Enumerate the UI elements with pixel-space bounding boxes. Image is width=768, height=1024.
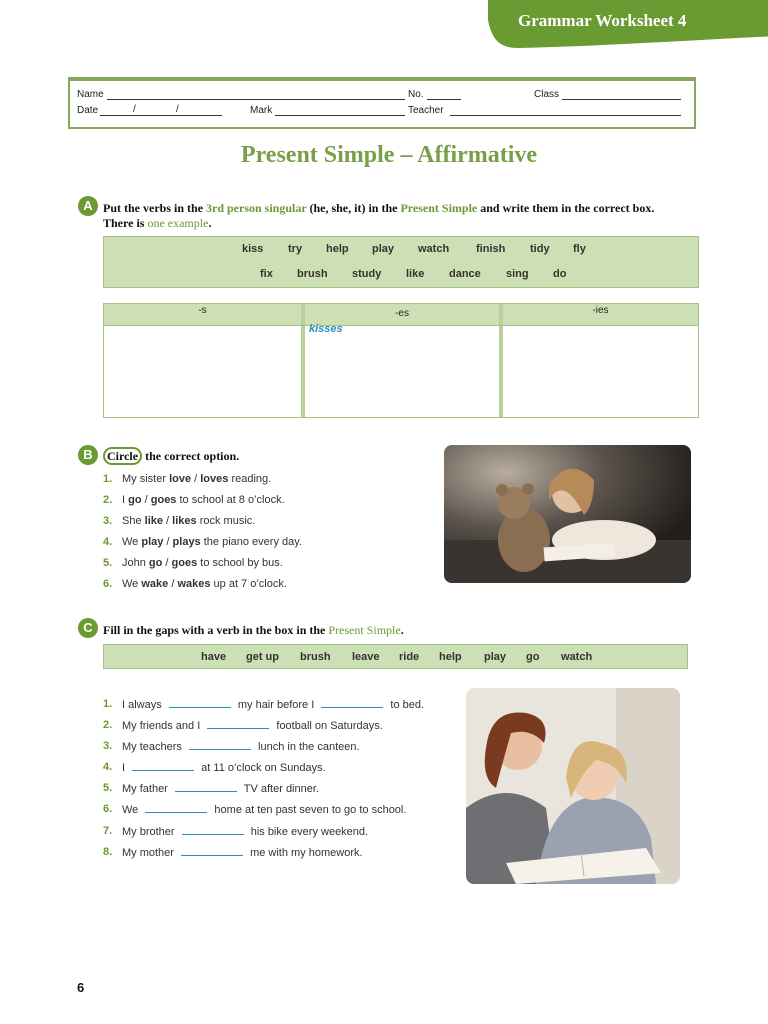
section-b-instructions: Circle the correct option.	[103, 449, 239, 464]
item-number: 5.	[103, 557, 113, 569]
question-b4: We play / plays the piano every day.	[122, 536, 302, 548]
word-item: study	[352, 268, 382, 280]
answer-blank[interactable]	[169, 698, 231, 708]
word-item: kiss	[242, 243, 264, 255]
column-divider	[301, 304, 305, 417]
mark-label: Mark	[250, 105, 273, 116]
item-number: 7.	[103, 825, 113, 837]
item-number: 6.	[103, 578, 113, 590]
question-c3: My teachers lunch in the canteen.	[122, 741, 360, 753]
class-label: Class	[534, 89, 560, 100]
worksheet-title: Grammar Worksheet 4	[518, 11, 687, 30]
name-field[interactable]	[107, 99, 405, 100]
word-item: get up	[246, 651, 279, 663]
item-number: 3.	[103, 515, 113, 527]
column-header-ies: -ies	[503, 304, 698, 325]
item-number: 2.	[103, 719, 113, 731]
item-number: 4.	[103, 536, 113, 548]
word-item: try	[288, 243, 303, 255]
mother-helping-daughter-photo	[466, 688, 680, 884]
date-field[interactable]	[100, 115, 222, 116]
answer-blank[interactable]	[145, 803, 207, 813]
option[interactable]: wake	[141, 578, 169, 590]
question-c8: My mother me with my homework.	[122, 847, 363, 859]
verb-word-box	[103, 644, 688, 669]
word-item: do	[553, 268, 567, 280]
option[interactable]: like	[144, 515, 163, 527]
date-label: Date	[77, 105, 99, 116]
answer-blank[interactable]	[189, 740, 251, 750]
name-label: Name	[77, 89, 104, 100]
teacher-field[interactable]	[450, 115, 681, 116]
word-item: go	[526, 651, 540, 663]
date-separator: /	[176, 104, 179, 115]
girl-reading-photo	[444, 445, 691, 583]
section-b-badge: B	[78, 445, 98, 465]
answer-blank[interactable]	[175, 782, 237, 792]
teacher-label: Teacher	[408, 105, 444, 116]
question-c6: We home at ten past seven to go to school.	[122, 804, 407, 816]
question-c7: My brother his bike every weekend.	[122, 826, 369, 838]
option[interactable]: goes	[150, 494, 177, 506]
option[interactable]: goes	[171, 557, 198, 569]
page-number: 6	[77, 980, 85, 995]
word-item: have	[201, 651, 227, 663]
word-item: help	[326, 243, 349, 255]
option[interactable]: loves	[200, 473, 229, 485]
column-header-es: -es	[305, 304, 499, 325]
answer-blank[interactable]	[181, 846, 243, 856]
word-item: play	[484, 651, 507, 663]
option[interactable]: likes	[172, 515, 197, 527]
no-label: No.	[408, 89, 424, 100]
word-item: play	[372, 243, 395, 255]
answer-blank[interactable]	[321, 698, 383, 708]
word-item: like	[406, 268, 425, 280]
section-a-badge: A	[78, 196, 98, 216]
word-item: watch	[418, 243, 450, 255]
question-c4: I at 11 o’clock on Sundays.	[122, 762, 326, 774]
page-title: Present Simple – Affirmative	[240, 142, 538, 168]
question-b5: John go / goes to school by bus.	[122, 557, 283, 569]
example-answer: kisses	[309, 323, 343, 335]
class-field[interactable]	[562, 99, 681, 100]
question-b1: My sister love / loves reading.	[122, 473, 272, 485]
mark-field[interactable]	[275, 115, 405, 116]
section-c-instructions: Fill in the gaps with a verb in the box in the Present Simple.	[103, 623, 404, 637]
word-item: brush	[297, 268, 328, 280]
word-item: brush	[300, 651, 331, 663]
option[interactable]: love	[169, 473, 192, 485]
question-c5: My father TV after dinner.	[122, 783, 319, 795]
answer-blank[interactable]	[182, 825, 244, 835]
word-item: fix	[260, 268, 273, 280]
answer-blank[interactable]	[132, 761, 194, 771]
word-item: leave	[352, 651, 380, 663]
word-item: fly	[573, 243, 586, 255]
option[interactable]: wakes	[177, 578, 211, 590]
item-number: 1.	[103, 698, 113, 710]
item-number: 5.	[103, 782, 113, 794]
question-b2: I go / goes to school at 8 o’clock.	[122, 494, 285, 506]
word-item: ride	[399, 651, 420, 663]
answer-blank[interactable]	[207, 719, 269, 729]
question-b3: She like / likes rock music.	[122, 515, 256, 527]
word-item: tidy	[530, 243, 550, 255]
option[interactable]: play	[141, 536, 164, 548]
circle-word: Circle	[103, 447, 142, 465]
word-item: watch	[561, 651, 593, 663]
word-item: help	[439, 651, 462, 663]
section-a-instructions: Put the verbs in the 3rd person singular (he, she, it) in the Present Simple and write them in the correct box. There is one example.	[103, 201, 655, 230]
option[interactable]: go	[128, 494, 142, 506]
item-number: 3.	[103, 740, 113, 752]
sorting-table	[103, 303, 699, 418]
item-number: 1.	[103, 473, 113, 485]
question-c2: My friends and I football on Saturdays.	[122, 720, 383, 732]
question-c1: I always my hair before I to bed.	[122, 699, 425, 711]
column-header-s: -s	[104, 304, 301, 325]
header-divider	[104, 325, 698, 326]
option[interactable]: plays	[172, 536, 201, 548]
no-field[interactable]	[427, 99, 461, 100]
item-number: 8.	[103, 846, 113, 858]
item-number: 4.	[103, 761, 113, 773]
verb-word-box	[103, 236, 699, 288]
item-number: 6.	[103, 803, 113, 815]
word-item: sing	[506, 268, 529, 280]
word-item: finish	[476, 243, 506, 255]
column-divider	[499, 304, 503, 417]
option[interactable]: go	[148, 557, 163, 569]
date-separator: /	[133, 104, 136, 115]
section-c-badge: C	[78, 618, 98, 638]
word-item: dance	[449, 268, 481, 280]
item-number: 2.	[103, 494, 113, 506]
student-info-box	[68, 77, 696, 129]
question-b6: We wake / wakes up at 7 o’clock.	[122, 578, 287, 590]
